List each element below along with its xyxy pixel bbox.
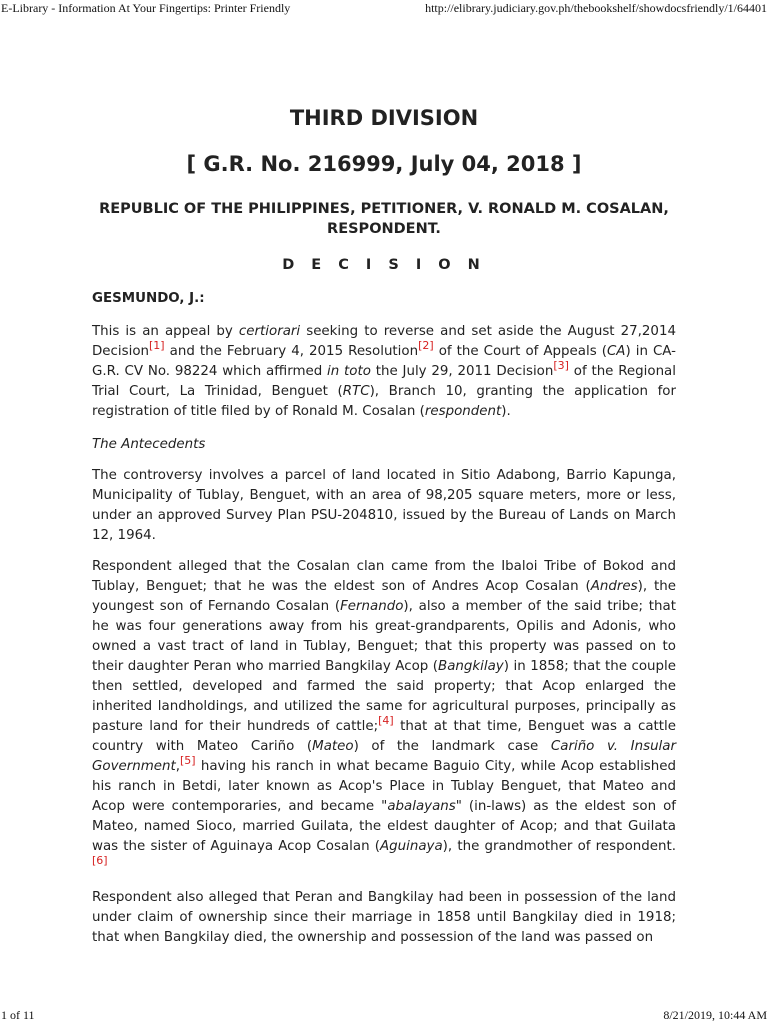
division-heading: THIRD DIVISION [289, 106, 479, 130]
paragraph-2: The controversy involves a parcel of land located in Sitio Adabong, Barrio Kapunga, Municipality of Tublay, Benguet, with an area of 98,205 square meters, more or less, under an approved Survey Plan PSU-204810, issued by the Bureau of Lands on March 12, 1964. [92, 468, 676, 543]
footnote-link-6[interactable]: [6] [92, 854, 108, 867]
case-number-heading: [ G.R. No. 216999, July 04, 2018 ] [186, 152, 582, 176]
page-counter: 1 of 11 [1, 1008, 35, 1022]
print-datetime: 8/21/2019, 10:44 AM [663, 1008, 767, 1022]
decision-heading: D E C I S I O N [282, 257, 486, 273]
document-body [92, 100, 676, 948]
print-header [0, 0, 768, 20]
print-footer [0, 1008, 768, 1024]
footnote-link-2[interactable]: [2] [418, 339, 434, 352]
footnote-link-3[interactable]: [3] [553, 359, 569, 372]
footnote-link-5[interactable]: [5] [180, 754, 196, 767]
paragraph-4: Respondent also alleged that Peran and Bangkilay had been in possession of the land under claim of ownership since their marriage in 1858 until Bangkilay died in 1918; that when Bangkilay died, the ownership and possession of the land was passed on [92, 890, 676, 945]
paragraph-3: Respondent alleged that the Cosalan clan came from the Ibaloi Tribe of Bokod and Tublay, Benguet; that he was the eldest son of Andres Acop Cosalan (Andres), the youngest son of Fernando Cosalan (Fernando), also a member of the said tribe; that he was four generations away from his great-grandparents, Opilis and Adonis, who owned a vast tract of land in Tublay, Benguet; that this property was passed on to their daughter Peran who married Bangkilay Acop (Bangkilay) in 1858; that the couple then settled, developed and farmed the said property; that Acop enlarged the inherited landholdings, and utilized the same for agricultural purposes, principally as pasture land for their hundreds of cattle;[4] that at that time, Benguet was a cattle country with Mateo Cariño (Mateo) of the landmark case Cariño v. Insular Government,[5] having his ranch in what became Baguio City, while Acop established his ranch in Betdi, later known as Acop's Place in Tublay Benguet, that Mateo and Acop were contemporaries, and became "abalayans" (in-laws) as the eldest son of Mateo, named Sioco, married Guilata, the eldest daughter of Acop; and that Guilata was the sister of Aguinaya Acop Cosalan (Aguinaya), the grandmother of respondent.[6] [92, 559, 676, 867]
parties-heading: REPUBLIC OF THE PHILIPPINES, PETITIONER, V. RONALD M. COSALAN, RESPONDENT. [99, 201, 669, 237]
paragraph-1: This is an appeal by certiorari seeking to reverse and set aside the August 27,2014 Decision[1] and the February 4, 2015 Resolution[2] of the Court of Appeals (CA) in CA-G.R. CV No. 98224 which affirmed in toto the July 29, 2011 Decision[3] of the Regional Trial Court, La Trinidad, Benguet (RTC), Branch 10, granting the application for registration of title filed by of Ronald M. Cosalan (respondent). [92, 324, 676, 419]
ponente: GESMUNDO, J.: [92, 291, 205, 306]
footnote-link-4[interactable]: [4] [378, 714, 394, 727]
print-header-url[interactable]: http://elibrary.judiciary.gov.ph/thebookshelf/showdocsfriendly/1/64401 [425, 1, 767, 15]
footnote-link-1[interactable]: [1] [149, 339, 165, 352]
print-header-title: E-Library - Information At Your Fingertips: Printer Friendly [1, 1, 291, 15]
section-heading-antecedents: The Antecedents [92, 437, 206, 452]
